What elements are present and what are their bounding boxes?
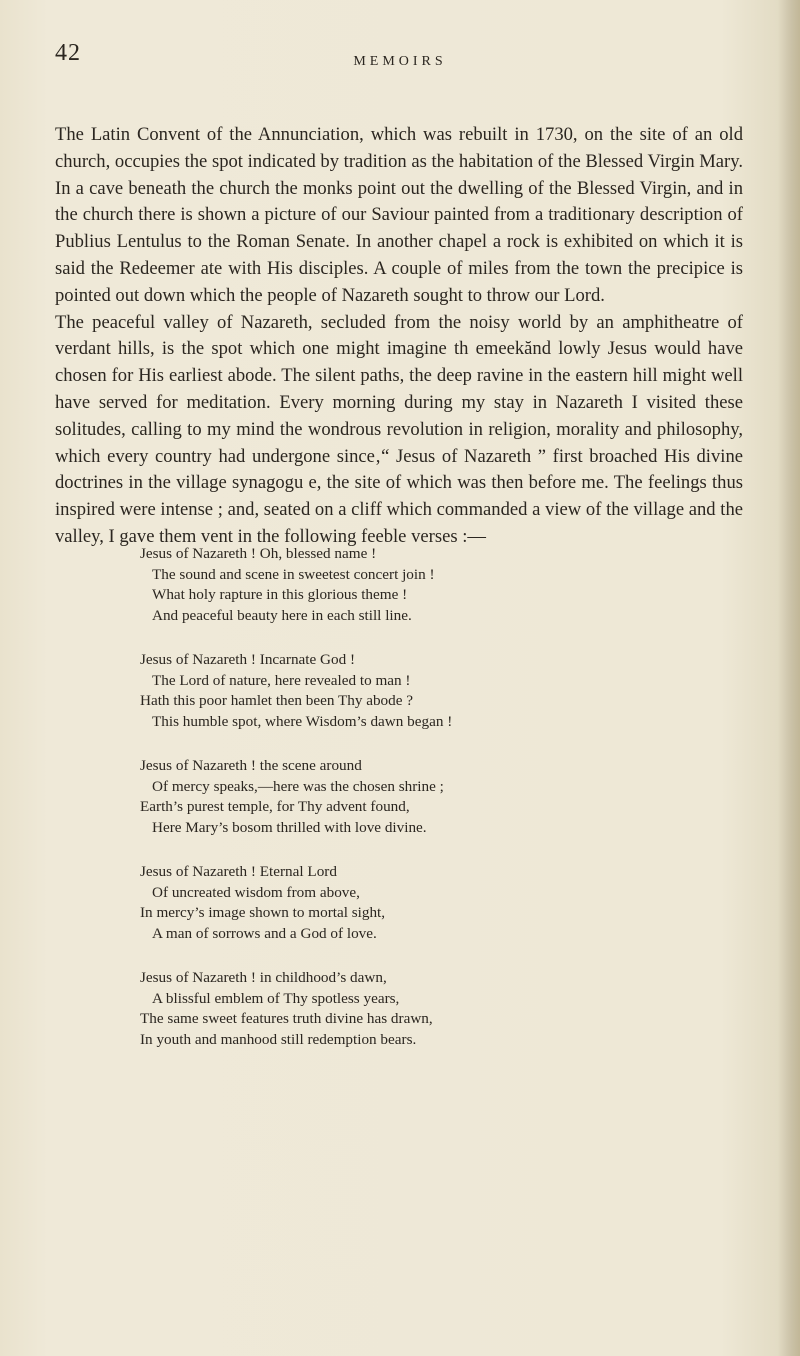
poem-line: The sound and scene in sweetest concert join ! — [152, 565, 435, 583]
poem-line: What holy rapture in this glorious theme ! — [152, 586, 408, 603]
page-edge-shadow — [778, 0, 800, 1356]
stanza — [140, 968, 760, 1050]
prose-body — [55, 122, 743, 551]
poem-line: Jesus of Nazareth ! Eternal Lord — [140, 863, 337, 880]
paragraph: The peaceful valley of Nazareth, secluded from the noisy world by an amphitheatre of verdant hills, is the spot which one might imagine th emeekănd lowly Jesus would have chosen for His earliest abode. The silent paths, the deep ravine in the eastern hill might well have served for meditation. Every morning during my stay in Nazareth I visited these solitudes, calling to my mind the wondrous revolution in religion, morality and philosophy, which every country had undergone since‚“ Jesus of Nazareth ” first broached His divine doctrines in the village synagogu e, the site of which was then before me. The feelings thus inspired were intense ; and, seated on a cliff which commanded a view of the village and the valley, I gave them vent in the following feeble verses :— — [55, 311, 743, 547]
poem — [140, 544, 760, 1074]
stanza — [140, 756, 760, 838]
poem-line: Here Mary’s bosom thrilled with love divine. — [152, 818, 427, 836]
poem-line: Jesus of Nazareth ! Incarnate God ! — [140, 651, 356, 668]
stanza — [140, 650, 760, 732]
poem-line: A blissful emblem of Thy spotless years, — [152, 989, 400, 1007]
poem-line: This humble spot, where Wisdom’s dawn began ! — [152, 712, 453, 730]
poem-line: Of mercy speaks,—here was the chosen shrine ; — [152, 777, 444, 795]
poem-line: Earth’s purest temple, for Thy advent found, — [140, 798, 410, 815]
poem-line: Jesus of Nazareth ! in childhood’s dawn, — [140, 969, 387, 986]
poem-line: And peaceful beauty here in each still line. — [152, 606, 412, 624]
stanza — [140, 862, 760, 944]
poem-line: In youth and manhood still redemption bears. — [140, 1030, 417, 1048]
poem-line: Of uncreated wisdom from above, — [152, 883, 360, 901]
running-head: MEMOIRS — [353, 54, 447, 69]
poem-line: In mercy’s image shown to mortal sight, — [140, 904, 386, 921]
page-number: 42 — [55, 40, 81, 66]
poem-line: Jesus of Nazareth ! the scene around — [140, 757, 362, 774]
paragraph: The Latin Convent of the Annunciation, which was rebuilt in 1730, on the site of an old church, occupies the spot indicated by tradition as the habitation of the Blessed Virgin Mary. In a cave beneath the church the monks point out the dwelling of the Blessed Virgin, and in the church there is shown a picture of our Saviour painted from a traditionary description of Publius Lentulus to the Roman Senate. In another chapel a rock is exhibited on which it is said the Redeemer ate with His disciples. A couple of miles from the town the precipice is pointed out down which the people of Nazareth sought to throw our Lord. — [55, 124, 743, 306]
poem-line: Hath this poor hamlet then been Thy abode ? — [140, 692, 414, 709]
poem-line: The Lord of nature, here revealed to man ! — [152, 671, 411, 689]
poem-line: The same sweet features truth divine has drawn, — [140, 1010, 433, 1027]
stanza — [140, 544, 760, 626]
poem-line: Jesus of Nazareth ! Oh, blessed name ! — [140, 545, 377, 562]
poem-line: A man of sorrows and a God of love. — [152, 924, 377, 942]
